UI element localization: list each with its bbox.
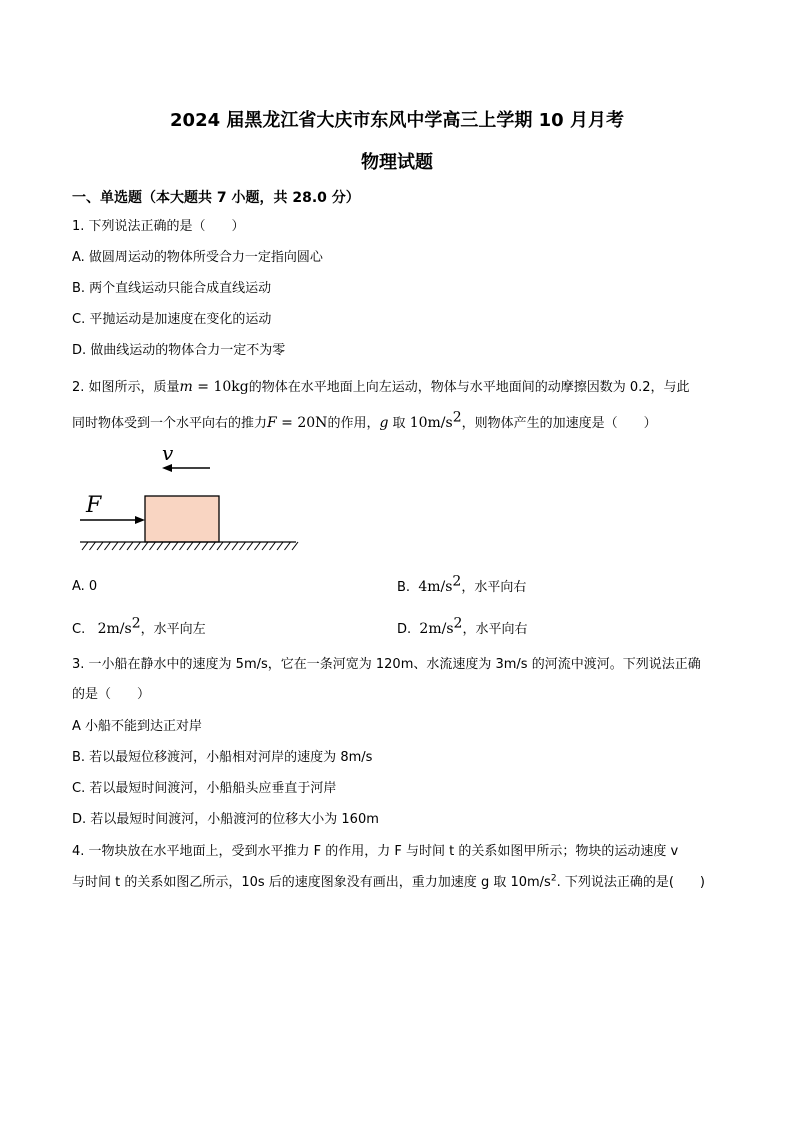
force-symbol: F [267, 415, 277, 431]
hatch-mark [195, 542, 201, 550]
hatch-mark [285, 542, 291, 550]
hatch-mark [277, 542, 283, 550]
hatch-mark [112, 542, 118, 550]
page-subtitle: 物理试题 [361, 152, 433, 173]
hatch-mark [225, 542, 231, 550]
hatch-mark [150, 542, 156, 550]
mass-symbol: m [179, 379, 193, 395]
hatch-mark [82, 542, 88, 550]
q3-stem-line2: 的是（ ） [72, 687, 151, 702]
hatch-mark [247, 542, 253, 550]
gravity-value: 10m/s [409, 415, 453, 431]
hatch-mark [217, 542, 223, 550]
hatch-mark [232, 542, 238, 550]
page-title: 2024 届黑龙江省大庆市东风中学高三上学期 10 月月考 [170, 110, 624, 131]
hatch-mark [127, 542, 133, 550]
hatch-mark [270, 542, 276, 550]
q2-option-c: C. $2m/s^2$，水平向左 [72, 615, 206, 637]
mass-value: = 10kg [192, 379, 249, 395]
hatch-mark [90, 542, 96, 550]
hatch-mark [292, 542, 298, 550]
q2-option-b: B. $4m/s^2$，水平向右 [397, 573, 527, 595]
q2-figure [74, 440, 304, 560]
q4-stem-line1: 4. 一物块放在水平地面上，受到水平推力 F 的作用，力 F 与时间 t 的关系如图甲所示；物块的运动速度 v [72, 844, 679, 859]
q1-option-b: B. 两个直线运动只能合成直线运动 [72, 281, 272, 296]
q2-stem-line2: 同时物体受到一个水平向右的推力F = 20N的作用，g 取 $10m/s^2$，则物体产生的加速度是（ ） [72, 409, 657, 431]
velocity-arrow-head [162, 464, 172, 472]
q3-option-d: D. 若以最短时间渡河，小船渡河的位移大小为 160m [72, 812, 379, 827]
force-value: = 20N [276, 415, 328, 431]
hatch-mark [135, 542, 141, 550]
q3-option-c: C. 若以最短时间渡河，小船船头应垂直于河岸 [72, 781, 337, 796]
ground-hatching [82, 542, 298, 550]
hatch-mark [187, 542, 193, 550]
gravity-symbol: g [379, 415, 389, 431]
block [145, 496, 219, 542]
hatch-mark [240, 542, 246, 550]
hatch-mark [120, 542, 126, 550]
hatch-mark [105, 542, 111, 550]
q3-option-b: B. 若以最短位移渡河，小船相对河岸的速度为 8m/s [72, 750, 373, 765]
q2-option-d: D. $2m/s^2$，水平向右 [397, 615, 528, 637]
q1-option-c: C. 平抛运动是加速度在变化的运动 [72, 312, 272, 327]
q1-option-d: D. 做曲线运动的物体合力一定不为零 [72, 343, 286, 358]
q3-stem-line1: 3. 一小船在静水中的速度为 5m/s，它在一条河宽为 120m、水流速度为 3m/s 的河流中渡河。下列说法正确 [72, 657, 701, 672]
hatch-mark [165, 542, 171, 550]
section-heading: 一、单选题（本大题共 7 小题，共 28.0 分） [72, 190, 360, 206]
hatch-mark [157, 542, 163, 550]
q4-stem-line2: 与时间 t 的关系如图乙所示，10s 后的速度图象没有画出，重力加速度 g 取 $10m/s^2$. 下列说法正确的是( ) [72, 873, 705, 890]
force-label: F [86, 493, 102, 518]
q1-option-a: A. 做圆周运动的物体所受合力一定指向圆心 [72, 250, 323, 265]
hatch-mark [262, 542, 268, 550]
force-arrow-head [135, 516, 145, 524]
hatch-mark [255, 542, 261, 550]
q3-option-a: A 小船不能到达正对岸 [72, 719, 203, 734]
hatch-mark [172, 542, 178, 550]
q2-stem-line1: 2. 如图所示，质量m = 10kg的物体在水平地面上向左运动，物体与水平地面间的动摩擦因数为 0.2，与此 [72, 379, 690, 395]
hatch-mark [180, 542, 186, 550]
q1-stem: 1. 下列说法正确的是（ ） [72, 219, 245, 234]
hatch-mark [202, 542, 208, 550]
velocity-label: v [162, 441, 174, 465]
hatch-mark [142, 542, 148, 550]
q2-option-a: A. 0 [72, 579, 98, 594]
hatch-mark [210, 542, 216, 550]
hatch-mark [97, 542, 103, 550]
